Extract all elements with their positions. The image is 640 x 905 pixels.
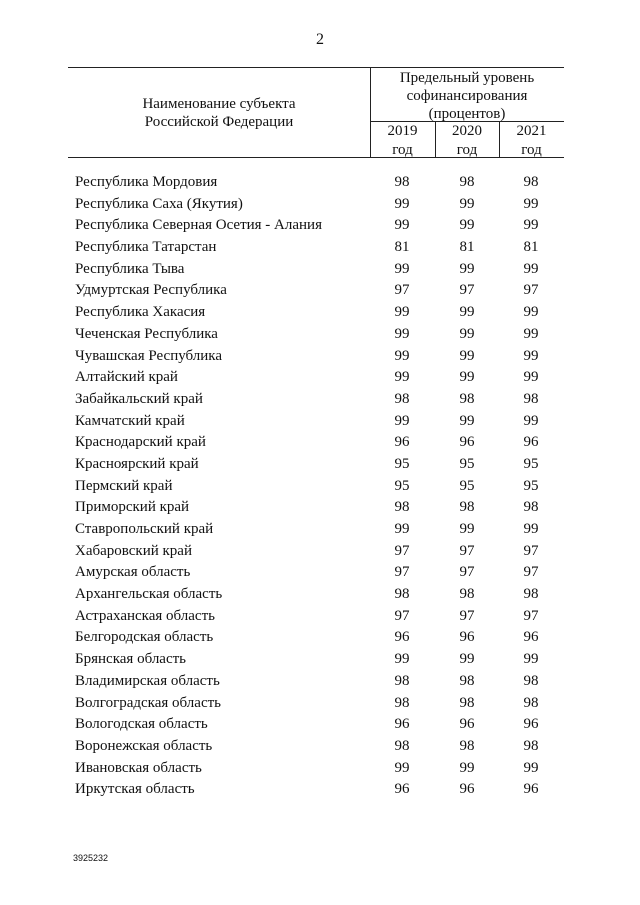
value-2020: 97 bbox=[459, 542, 475, 559]
value-2019: 97 bbox=[394, 607, 410, 624]
year-label: 2021 bbox=[516, 123, 547, 139]
value-2021: 96 bbox=[523, 629, 539, 646]
value-2021: 98 bbox=[523, 390, 539, 407]
table-row bbox=[0, 627, 640, 649]
subject-name: Астраханская область bbox=[75, 607, 215, 624]
value-2021: 99 bbox=[523, 195, 539, 212]
table-row bbox=[0, 519, 640, 541]
value-2019: 81 bbox=[394, 239, 410, 256]
value-2019: 99 bbox=[394, 325, 410, 342]
value-2020: 98 bbox=[459, 694, 475, 711]
value-2019: 98 bbox=[394, 499, 410, 516]
value-2019: 99 bbox=[394, 759, 410, 776]
value-2020: 97 bbox=[459, 607, 475, 624]
subject-name: Забайкальский край bbox=[75, 390, 203, 407]
value-2021: 99 bbox=[523, 217, 539, 234]
table-row bbox=[0, 714, 640, 736]
value-2019: 99 bbox=[394, 217, 410, 234]
value-2021: 95 bbox=[523, 455, 539, 472]
subject-name: Архангельская область bbox=[75, 586, 223, 603]
subject-name: Ивановская область bbox=[75, 759, 202, 776]
subject-name: Иркутская область bbox=[75, 781, 195, 798]
table-row bbox=[0, 497, 640, 519]
table-row bbox=[0, 758, 640, 780]
value-2020: 98 bbox=[459, 174, 475, 190]
value-2019: 95 bbox=[394, 477, 410, 494]
table-row bbox=[0, 367, 640, 389]
subject-name: Республика Северная Осетия - Алания bbox=[75, 217, 322, 234]
value-2019: 99 bbox=[394, 369, 410, 386]
page-number: 2 bbox=[316, 31, 324, 48]
subject-name: Удмуртская Республика bbox=[75, 282, 227, 299]
table-row bbox=[0, 432, 640, 454]
subject-name: Вологодская область bbox=[75, 716, 208, 733]
value-2021: 99 bbox=[523, 347, 539, 364]
table-row bbox=[0, 671, 640, 693]
year-unit: год bbox=[521, 142, 542, 158]
value-2021: 96 bbox=[523, 434, 539, 451]
value-2019: 96 bbox=[394, 781, 410, 798]
value-2021: 99 bbox=[523, 412, 539, 429]
value-2021: 98 bbox=[523, 672, 539, 689]
table-row bbox=[0, 693, 640, 715]
subject-name: Чеченская Республика bbox=[75, 325, 218, 342]
value-2021: 97 bbox=[523, 282, 539, 299]
table-row bbox=[0, 779, 640, 801]
column-header-2020 bbox=[435, 122, 499, 160]
value-2019: 99 bbox=[394, 195, 410, 212]
table-row bbox=[0, 454, 640, 476]
value-2019: 98 bbox=[394, 694, 410, 711]
column-header-2021 bbox=[499, 122, 564, 160]
value-2021: 96 bbox=[523, 781, 539, 798]
table-row bbox=[0, 259, 640, 281]
column-header-level bbox=[370, 69, 564, 123]
column-header-level-line1: Предельный уровень bbox=[399, 70, 535, 86]
table-body bbox=[0, 172, 640, 801]
table-row bbox=[0, 172, 640, 194]
value-2021: 98 bbox=[523, 694, 539, 711]
value-2020: 99 bbox=[459, 759, 475, 776]
value-2019: 99 bbox=[394, 304, 410, 321]
value-2021: 99 bbox=[523, 304, 539, 321]
value-2021: 81 bbox=[523, 239, 539, 256]
subject-name: Алтайский край bbox=[75, 369, 178, 386]
table-row bbox=[0, 562, 640, 584]
value-2019: 98 bbox=[394, 174, 410, 190]
value-2020: 98 bbox=[459, 672, 475, 689]
value-2020: 99 bbox=[459, 217, 475, 234]
value-2020: 99 bbox=[459, 347, 475, 364]
subject-name: Камчатский край bbox=[75, 412, 185, 429]
subject-name: Воронежская область bbox=[75, 737, 213, 754]
column-header-subject-line2: Российской Федерации bbox=[144, 114, 294, 130]
value-2021: 95 bbox=[523, 477, 539, 494]
value-2020: 95 bbox=[459, 455, 475, 472]
table-row bbox=[0, 476, 640, 498]
value-2021: 96 bbox=[523, 716, 539, 733]
value-2019: 99 bbox=[394, 260, 410, 277]
subject-name: Красноярский край bbox=[75, 455, 199, 472]
table-row bbox=[0, 237, 640, 259]
value-2021: 98 bbox=[523, 174, 539, 190]
value-2021: 98 bbox=[523, 499, 539, 516]
column-header-level-line2: софинансирования bbox=[406, 88, 528, 104]
subject-name: Хабаровский край bbox=[75, 542, 192, 559]
value-2020: 98 bbox=[459, 499, 475, 516]
column-header-subject bbox=[68, 95, 370, 131]
table-row bbox=[0, 346, 640, 368]
value-2021: 99 bbox=[523, 369, 539, 386]
year-unit: год bbox=[392, 142, 413, 158]
year-label: 2019 bbox=[387, 123, 418, 139]
subject-name: Краснодарский край bbox=[75, 434, 206, 451]
value-2020: 96 bbox=[459, 716, 475, 733]
subject-name: Республика Саха (Якутия) bbox=[75, 195, 243, 212]
value-2020: 96 bbox=[459, 781, 475, 798]
value-2020: 99 bbox=[459, 369, 475, 386]
value-2019: 99 bbox=[394, 412, 410, 429]
value-2021: 99 bbox=[523, 260, 539, 277]
value-2019: 98 bbox=[394, 586, 410, 603]
value-2020: 98 bbox=[459, 737, 475, 754]
value-2019: 99 bbox=[394, 521, 410, 537]
value-2020: 81 bbox=[459, 239, 475, 256]
value-2019: 96 bbox=[394, 434, 410, 451]
column-header-2019 bbox=[370, 122, 435, 160]
value-2019: 96 bbox=[394, 629, 410, 646]
year-unit: год bbox=[456, 142, 478, 158]
subject-name: Ставропольский край bbox=[75, 521, 214, 537]
value-2021: 97 bbox=[523, 607, 539, 624]
subject-name: Владимирская область bbox=[75, 672, 220, 689]
value-2021: 98 bbox=[523, 737, 539, 754]
subject-name: Республика Мордовия bbox=[75, 174, 218, 190]
value-2020: 99 bbox=[459, 195, 475, 212]
value-2020: 99 bbox=[459, 260, 475, 277]
value-2020: 96 bbox=[459, 629, 475, 646]
column-header-subject-line1: Наименование субъекта bbox=[142, 96, 296, 112]
subject-name: Пермский край bbox=[75, 477, 173, 494]
subject-name: Брянская область bbox=[75, 651, 187, 668]
value-2019: 96 bbox=[394, 716, 410, 733]
value-2019: 97 bbox=[394, 542, 410, 559]
value-2020: 99 bbox=[459, 325, 475, 342]
subject-name: Республика Татарстан bbox=[75, 239, 217, 256]
subject-name: Белгородская область bbox=[75, 629, 214, 646]
table-row bbox=[0, 389, 640, 411]
table-row bbox=[0, 194, 640, 216]
table-row bbox=[0, 215, 640, 237]
value-2020: 99 bbox=[459, 651, 475, 668]
header-top-rule bbox=[68, 67, 564, 68]
value-2019: 98 bbox=[394, 390, 410, 407]
value-2021: 97 bbox=[523, 542, 539, 559]
value-2021: 99 bbox=[523, 759, 539, 776]
column-header-level-line3: (процентов) bbox=[428, 106, 506, 122]
value-2020: 95 bbox=[459, 477, 475, 494]
table-row bbox=[0, 541, 640, 563]
value-2020: 99 bbox=[459, 412, 475, 429]
document-id: 3925232 bbox=[73, 853, 109, 863]
subject-name: Волгоградская область bbox=[75, 694, 221, 711]
table-row bbox=[0, 324, 640, 346]
value-2020: 98 bbox=[459, 390, 475, 407]
subject-name: Чувашская Республика bbox=[75, 347, 223, 364]
value-2021: 97 bbox=[523, 564, 539, 581]
table-row bbox=[0, 280, 640, 302]
value-2021: 99 bbox=[523, 325, 539, 342]
value-2019: 99 bbox=[394, 347, 410, 364]
subject-name: Республика Хакасия bbox=[75, 304, 206, 321]
subject-name: Республика Тыва bbox=[75, 260, 185, 277]
table-row bbox=[0, 606, 640, 628]
value-2020: 99 bbox=[459, 521, 475, 537]
table-row bbox=[0, 584, 640, 606]
table-row bbox=[0, 649, 640, 671]
subject-name: Приморский край bbox=[75, 499, 190, 516]
value-2020: 96 bbox=[459, 434, 475, 451]
value-2019: 97 bbox=[394, 564, 410, 581]
year-label: 2020 bbox=[452, 123, 482, 139]
value-2020: 98 bbox=[459, 586, 475, 603]
value-2020: 97 bbox=[459, 564, 475, 581]
value-2019: 97 bbox=[394, 282, 410, 299]
value-2020: 99 bbox=[459, 304, 475, 321]
table-row bbox=[0, 411, 640, 433]
value-2019: 98 bbox=[394, 672, 410, 689]
value-2021: 99 bbox=[523, 651, 539, 668]
table-row bbox=[0, 736, 640, 758]
value-2021: 98 bbox=[523, 586, 539, 603]
value-2019: 99 bbox=[394, 651, 410, 668]
value-2021: 99 bbox=[523, 521, 539, 537]
value-2020: 97 bbox=[459, 282, 475, 299]
table-row bbox=[0, 302, 640, 324]
value-2019: 95 bbox=[394, 455, 410, 472]
subject-name: Амурская область bbox=[75, 564, 191, 581]
value-2019: 98 bbox=[394, 737, 410, 754]
